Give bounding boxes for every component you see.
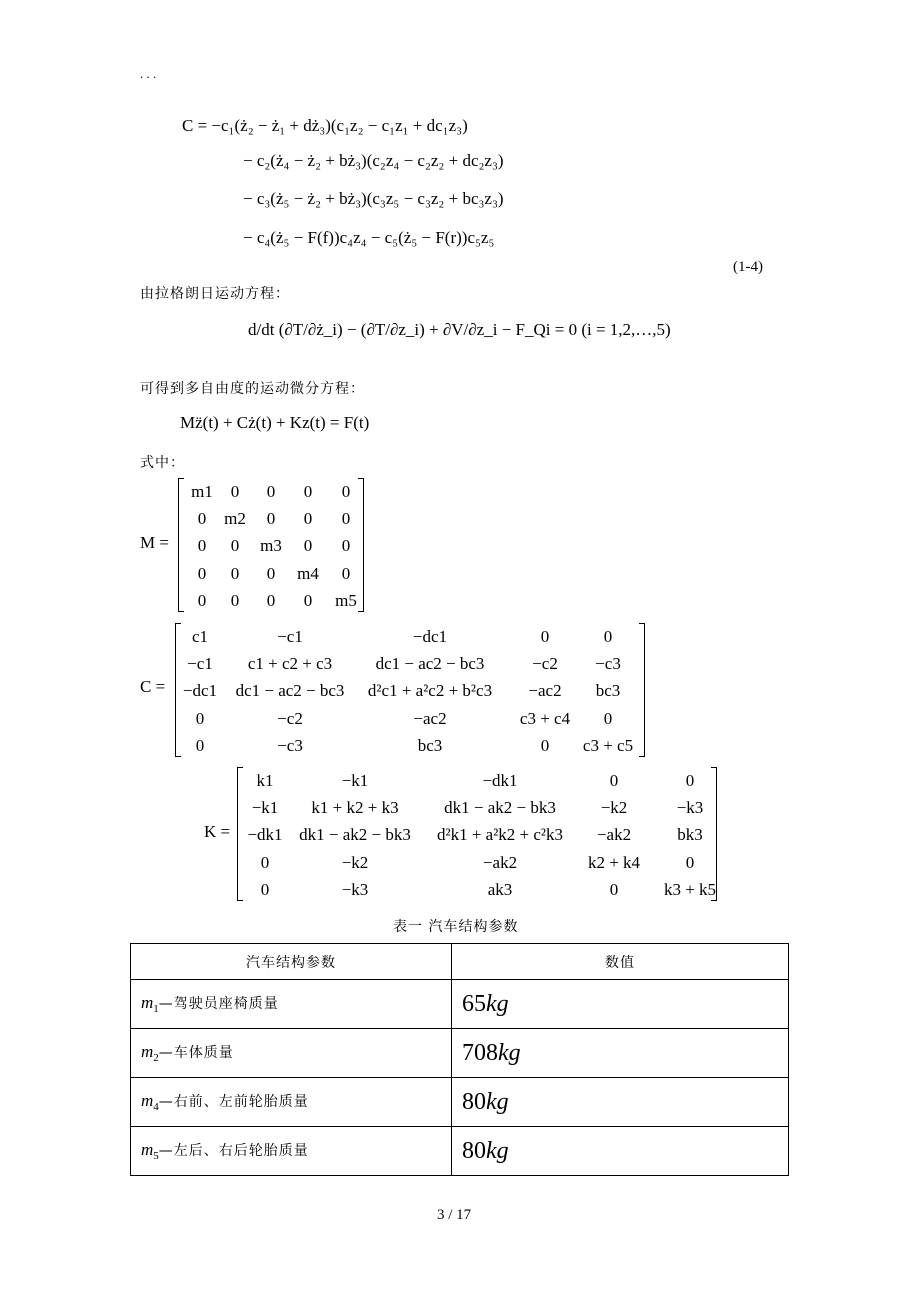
matrix-cell: 0 [303,536,313,555]
matrix-cell: bc3 [417,736,443,755]
matrix-cell: −ak2 [596,825,632,844]
matrix-cell: 0 [303,591,313,610]
matrix-cell: dk1 − ak2 − bk3 [444,798,556,817]
matrix-cell: 0 [230,564,240,583]
matrix-cell: −ac2 [413,709,447,728]
equation-c-line-1 [182,116,468,136]
matrix-cell: m1 [191,482,213,501]
matrix-cell: −c3 [595,654,621,673]
matrix-cell: 0 [260,880,270,899]
equation-number: (1-4) [733,259,763,275]
parameters-table [130,943,789,1176]
matrix-k-left-bracket [237,767,243,901]
equation-c-line-4 [243,228,494,248]
matrix-cell: 0 [197,536,207,555]
matrix-cell: −c2 [532,654,558,673]
matrix-cell: 0 [266,591,276,610]
matrix-cell: 0 [195,736,205,755]
page-number: 3 / 17 [437,1207,472,1223]
matrix-cell: k1 [256,771,274,790]
equation-c-line-1-text: C = −c₁(ż₂ − ż₁ + dż₃)(c₁z₂ − c₁z₁ + dc₁z₃) [182,116,468,135]
matrix-cell: −c1 [277,627,303,646]
matrix-c-right-bracket [639,623,645,757]
param-symbol: m [141,1091,154,1110]
matrix-cell: bk3 [677,825,703,844]
header-parameter: 汽车结构参数 [131,944,452,980]
matrix-cell: m5 [335,591,357,610]
param-label: —左后、右后轮胎质量 [158,1143,309,1159]
matrix-cell: 0 [540,736,550,755]
matrix-cell: d²c1 + a²c2 + b²c3 [367,681,493,700]
matrix-cell: 0 [230,482,240,501]
matrix-cell: −k1 [251,798,279,817]
param-subscript: 2 [153,1052,159,1064]
matrix-k [237,767,717,901]
matrix-cell: 0 [609,771,619,790]
matrix-cell: c3 + c5 [582,736,634,755]
matrix-cell: dc1 − ac2 − bc3 [235,681,345,700]
matrix-cell: c1 + c2 + c3 [247,654,333,673]
matrix-cell: 0 [341,509,351,528]
value-unit: kg [486,1088,509,1115]
matrix-cell: −dk1 [482,771,518,790]
matrix-c-label: C = [140,677,166,696]
equation-c-line-2-text: − c₂(ż₄ − ż₂ + bż₃)(c₂z₄ − c₂z₂ + dc₂z₃) [243,151,504,170]
matrix-c-left-bracket [175,623,181,757]
value-cell [452,1078,789,1127]
matrix-cell: m4 [297,564,319,583]
matrix-cell: k2 + k4 [587,853,641,872]
matrix-m-label: M = [140,533,169,552]
param-symbol: m [141,993,154,1012]
value-number: 80 [462,1137,486,1164]
matrix-cell: 0 [266,509,276,528]
matrix-cell: −k1 [341,771,369,790]
matrix-cell: 0 [341,564,351,583]
matrix-cell: d²k1 + a²k2 + c²k3 [436,825,564,844]
matrix-cell: 0 [197,591,207,610]
matrix-cell: ak3 [487,880,513,899]
matrix-cell: −ak2 [482,853,518,872]
param-cell [131,1029,452,1078]
value-unit: kg [486,990,509,1017]
table-row [131,1127,789,1176]
matrix-cell: 0 [266,564,276,583]
value-cell [452,1127,789,1176]
matrix-c [175,623,645,757]
value-unit: kg [498,1039,521,1066]
equation-c-line-3-text: − c₃(ż₅ − ż₂ + bż₃)(c₃z₅ − c₃z₂ + bc₃z₃) [243,189,504,208]
matrix-cell: 0 [266,482,276,501]
value-number: 65 [462,990,486,1017]
matrix-cell: dk1 − ak2 − bk3 [299,825,411,844]
value-number: 80 [462,1088,486,1115]
value-unit: kg [486,1137,509,1164]
table-header-row [131,944,789,980]
matrix-cell: 0 [303,509,313,528]
header-value: 数值 [452,944,789,980]
matrix-m-left-bracket [178,478,184,612]
table-caption: 表一 汽车结构参数 [393,919,519,935]
matrix-cell: −k2 [600,798,628,817]
matrix-m [178,478,364,612]
matrix-cell: 0 [609,880,619,899]
equation-c-line-3 [243,189,504,209]
matrix-cell: c1 [191,627,209,646]
param-label: —车体质量 [158,1045,234,1061]
matrix-cell: −c2 [277,709,303,728]
matrix-cell: 0 [197,564,207,583]
matrix-cell: 0 [230,536,240,555]
value-cell [452,980,789,1029]
param-label: —驾驶员座椅质量 [158,996,279,1012]
matrix-cell: 0 [540,627,550,646]
matrix-cell: −dc1 [412,627,448,646]
matrix-cell: 0 [195,709,205,728]
param-subscript: 4 [153,1101,159,1113]
matrix-cell: 0 [603,627,613,646]
matrix-cell: −dk1 [247,825,283,844]
param-subscript: 1 [153,1003,159,1015]
param-cell [131,1078,452,1127]
matrix-cell: 0 [341,536,351,555]
equation-c-line-2 [243,151,504,171]
matrix-cell: 0 [341,482,351,501]
matrix-cell: −c3 [277,736,303,755]
value-number: 708 [462,1039,498,1066]
matrix-cell: −dc1 [182,681,218,700]
param-subscript: 5 [153,1150,159,1162]
matrix-m-right-bracket [358,478,364,612]
value-cell [452,1029,789,1078]
matrix-k-label: K = [204,822,231,841]
matrix-cell: −k3 [676,798,704,817]
matrix-cell: c3 + c4 [519,709,571,728]
param-cell [131,980,452,1029]
matrix-cell: dc1 − ac2 − bc3 [375,654,485,673]
matrix-cell: 0 [303,482,313,501]
matrix-cell: m3 [260,536,282,555]
header-mark: . . . [140,66,157,81]
text-where: 式中： [140,455,185,471]
equation-c-line-4-text: − c₄(ż₅ − F(f))c₄z₄ − c₅(ż₅ − F(r))c₅z₅ [243,228,495,247]
matrix-cell: k3 + k5 [663,880,717,899]
matrix-cell: 0 [230,591,240,610]
param-label: —右前、左前轮胎质量 [158,1094,309,1110]
matrix-cell: k1 + k2 + k3 [311,798,399,817]
text-mdof: 可得到多自由度的运动微分方程： [140,381,365,397]
matrix-cell: −k3 [341,880,369,899]
table-row [131,980,789,1029]
matrix-cell: 0 [685,853,695,872]
table-row [131,1078,789,1127]
motion-equation: Mz̈(t) + Cż(t) + Kz(t) = F(t) [180,413,370,432]
matrix-cell: −c1 [187,654,213,673]
text-lagrange: 由拉格朗日运动方程： [140,286,290,302]
table-row [131,1029,789,1078]
matrix-cell: 0 [603,709,613,728]
matrix-cell: 0 [260,853,270,872]
param-symbol: m [141,1140,154,1159]
matrix-cell: 0 [685,771,695,790]
param-symbol: m [141,1042,154,1061]
matrix-cell: bc3 [595,681,621,700]
matrix-cell: m2 [224,509,246,528]
matrix-cell: 0 [197,509,207,528]
matrix-cell: −k2 [341,853,369,872]
lagrange-equation: d/dt (∂T/∂ż_i) − (∂T/∂z_i) + ∂V/∂z_i − F_Qi = 0 (i = 1,2,…,5) [248,320,671,339]
param-cell [131,1127,452,1176]
matrix-cell: −ac2 [528,681,562,700]
